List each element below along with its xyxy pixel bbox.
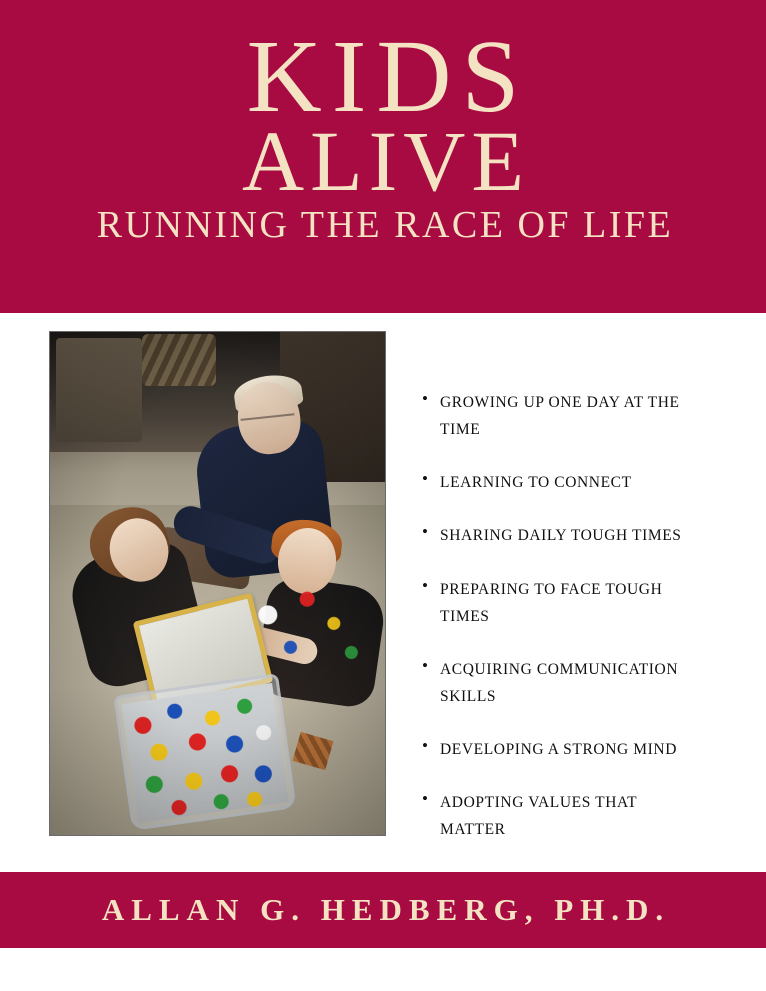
bullet-label: DEVELOPING A STRONG MIND (440, 741, 678, 758)
author-name: ALLAN G. HEDBERG, PH.D. (101, 892, 671, 927)
bullet-icon: • (422, 469, 428, 489)
bullet-label: GROWING UP ONE DAY AT THE TIME (440, 394, 680, 439)
bullet-label: SHARING DAILY TOUGH TIMES (440, 527, 682, 545)
list-item (422, 389, 740, 443)
book-title-line-2: ALIVE (242, 112, 530, 209)
list-item (422, 576, 740, 630)
book-tagline: RUNNING THE RACE OF LIFE (96, 204, 674, 247)
bullet-icon: • (422, 575, 428, 595)
bullet-icon: • (422, 655, 428, 675)
bullet-icon: • (422, 736, 428, 755)
list-item (422, 656, 740, 710)
photo-vignette (50, 332, 385, 835)
bullet-icon: • (422, 522, 428, 542)
bullet-label: LEARNING TO CONNECT (440, 474, 632, 492)
bullet-label: PREPARING TO FACE TOUGH TIMES (440, 580, 663, 625)
list-item (422, 789, 740, 843)
list-item (422, 469, 740, 496)
bullet-list (422, 331, 740, 872)
bullet-icon: • (422, 789, 428, 809)
title-band (0, 0, 766, 313)
author-band (0, 872, 766, 948)
cover-photo-frame (49, 331, 386, 836)
cover-middle-section (0, 313, 766, 872)
list-item (422, 736, 740, 763)
bullet-label: ACQUIRING COMMUNICATION SKILLS (440, 660, 679, 705)
bullet-icon: • (422, 389, 428, 408)
bullet-label: ADOPTING VALUES THAT MATTER (440, 794, 637, 839)
book-title-line-1: KIDS (246, 19, 530, 134)
bottom-margin (0, 948, 766, 991)
cover-photo (50, 332, 385, 835)
list-item (422, 522, 740, 549)
